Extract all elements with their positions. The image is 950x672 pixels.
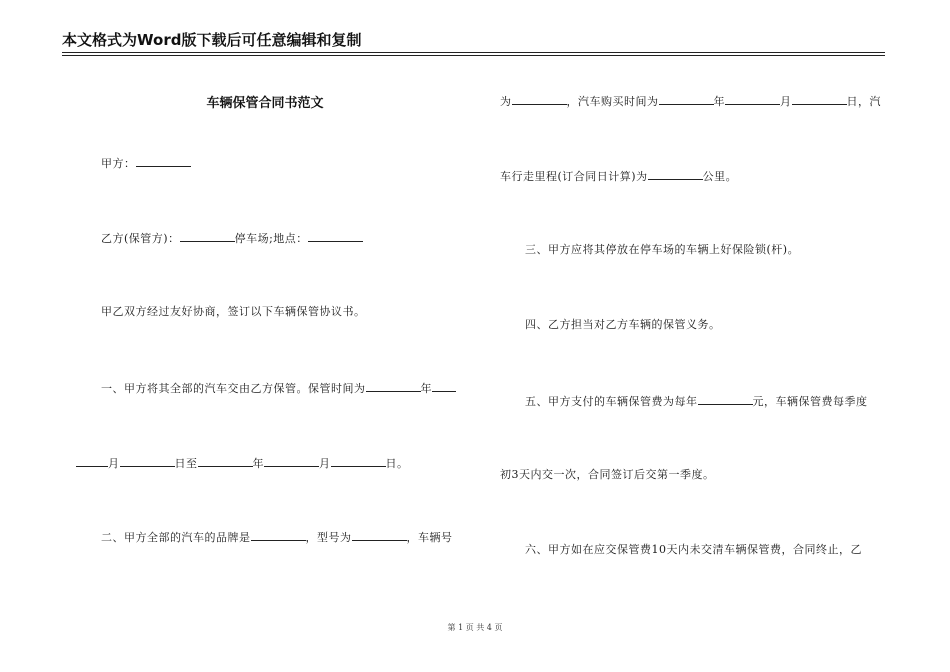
right-2-text-b: 公里。 bbox=[702, 170, 738, 183]
parking-blank bbox=[308, 230, 363, 242]
right-1-blank-4 bbox=[792, 93, 847, 105]
clause-1-blank-6 bbox=[264, 455, 319, 467]
right-line-1 bbox=[500, 93, 881, 109]
clause-1-blank-2 bbox=[432, 380, 456, 392]
clause-4-line: 四、乙方担当对乙方车辆的保管义务。 bbox=[525, 318, 721, 331]
clause-5-line-a bbox=[525, 393, 868, 409]
clause-2-text-c: ，车辆号 bbox=[406, 531, 453, 544]
clause-2-text-a: 二、甲方全部的汽车的品牌是 bbox=[101, 531, 251, 544]
document-title: 车辆保管合同书范文 bbox=[206, 96, 324, 111]
clause-1-blank-1 bbox=[366, 380, 421, 392]
clause-1-blank-7 bbox=[331, 455, 386, 467]
party-a-blank bbox=[136, 155, 191, 167]
right-2-text-a: 车行走里程(订合同日计算)为 bbox=[500, 170, 648, 183]
clause-1-to: 日至 bbox=[174, 457, 198, 470]
page-footer: 第 1 页 共 4 页 bbox=[447, 623, 503, 632]
clause-1-year-2: 年 bbox=[252, 457, 264, 470]
clause-1-month-2: 月 bbox=[319, 457, 331, 470]
right-1-day: 日，汽 bbox=[846, 95, 881, 108]
clause-1-month: 月 bbox=[108, 457, 120, 470]
right-line-2 bbox=[500, 168, 737, 184]
party-b-blank bbox=[180, 230, 235, 242]
clause-2-line bbox=[101, 529, 453, 545]
clause-1-line-b bbox=[76, 455, 409, 471]
right-1-text-b: ，汽车购买时间为 bbox=[566, 95, 659, 108]
header-rule-bottom bbox=[62, 55, 885, 56]
right-1-blank-2 bbox=[659, 93, 714, 105]
header-rule-top bbox=[62, 52, 885, 53]
right-1-text-a: 为 bbox=[500, 95, 512, 108]
page-header: 本文格式为Word版下载后可任意编辑和复制 bbox=[62, 31, 362, 49]
right-1-blank-1 bbox=[512, 93, 567, 105]
party-b-label: 乙方(保管方)： bbox=[101, 232, 180, 245]
right-1-blank-3 bbox=[725, 93, 780, 105]
clause-5-text-b: 元，车辆保管费每季度 bbox=[752, 395, 868, 408]
intro-line: 甲乙双方经过友好协商，签订以下车辆保管协议书。 bbox=[101, 305, 366, 318]
clause-1-blank-5 bbox=[198, 455, 253, 467]
party-a-label: 甲方： bbox=[101, 157, 136, 170]
clause-5-text-a: 五、甲方支付的车辆保管费为每年 bbox=[525, 395, 698, 408]
right-2-blank bbox=[648, 168, 703, 180]
clause-1-text: 一、甲方将其全部的汽车交由乙方保管。保管时间为 bbox=[101, 382, 366, 395]
clause-2-blank-1 bbox=[251, 529, 306, 541]
clause-5-blank bbox=[698, 393, 753, 405]
clause-1-line-a bbox=[101, 380, 456, 396]
clause-1-blank-4 bbox=[120, 455, 175, 467]
clause-6-line: 六、甲方如在应交保管费10天内未交清车辆保管费，合同终止，乙 bbox=[525, 543, 862, 556]
right-1-year: 年 bbox=[713, 95, 725, 108]
clause-1-year: 年 bbox=[420, 382, 432, 395]
party-a-line bbox=[101, 155, 191, 171]
clause-2-blank-2 bbox=[352, 529, 407, 541]
parking-label: 停车场;地点： bbox=[234, 232, 308, 245]
party-b-line bbox=[101, 230, 363, 246]
clause-1-blank-3 bbox=[76, 455, 108, 467]
right-1-month: 月 bbox=[780, 95, 792, 108]
clause-5-line-b: 初3天内交一次，合同签订后交第一季度。 bbox=[500, 468, 715, 481]
clause-1-end: 日。 bbox=[385, 457, 409, 470]
clause-3-line: 三、甲方应将其停放在停车场的车辆上好保险锁(杆)。 bbox=[525, 243, 800, 256]
clause-2-text-b: ，型号为 bbox=[305, 531, 352, 544]
